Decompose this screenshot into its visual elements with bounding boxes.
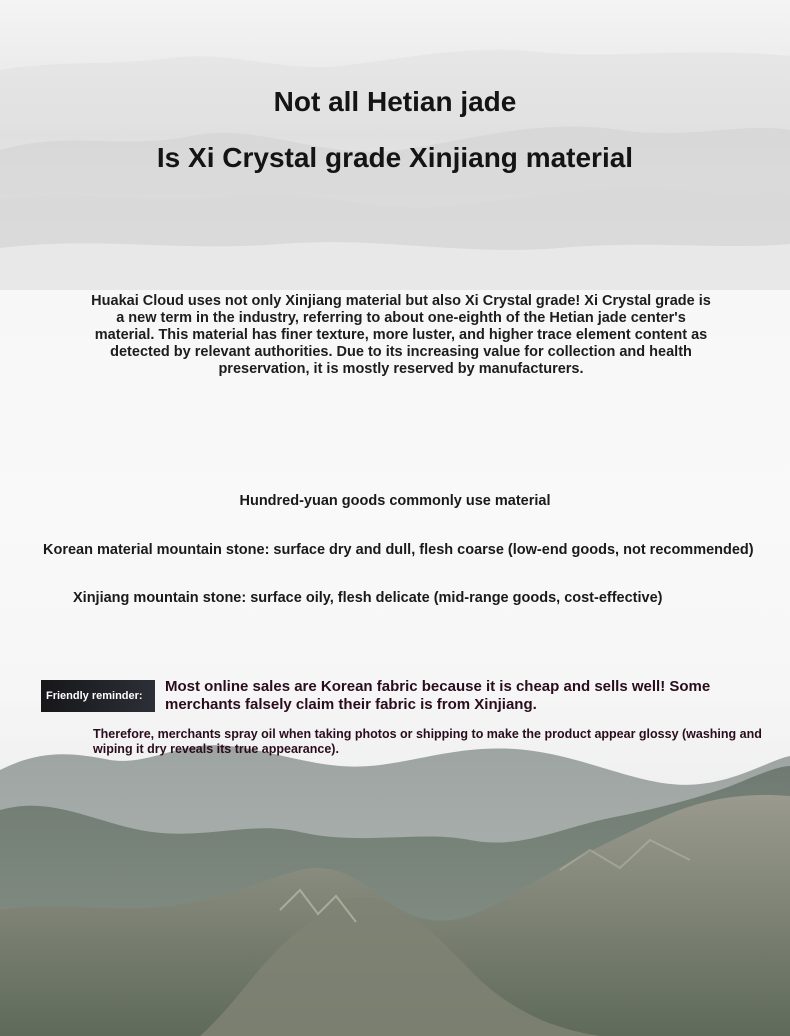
reminder-sub-text: Therefore, merchants spray oil when taking photos or shipping to make the product appear glossy (washing and wiping it dry reveals its true appearance).: [93, 727, 762, 756]
friendly-reminder-label: Friendly reminder:: [46, 690, 143, 702]
friendly-reminder-badge: [41, 680, 155, 712]
materials-heading: Hundred-yuan goods commonly use material: [239, 493, 551, 509]
reminder-main-text: Most online sales are Korean fabric because it is cheap and sells well! Some merchants falsely claim their fabric is from Xinjiang.: [165, 678, 711, 713]
title-line-2: Is Xi Crystal grade Xinjiang material: [156, 142, 634, 173]
title-line-1: Not all Hetian jade: [273, 86, 517, 117]
xinjiang-material-line: Xinjiang mountain stone: surface oily, flesh delicate (mid-range goods, cost-effective): [73, 590, 663, 606]
korean-material-line: Korean material mountain stone: surface dry and dull, flesh coarse (low-end goods, not recommended): [43, 542, 754, 558]
intro-paragraph: Huakai Cloud uses not only Xinjiang material but also Xi Crystal grade! Xi Crystal grade is a new term in the industry, referring to about one-eighth of the Hetian jade center's material. This material has finer texture, more luster, and higher trace element content as detected by relevant authorities. Due to its increasing value for collection and health preservation, it is mostly reserved by manufacturers.: [91, 293, 711, 377]
